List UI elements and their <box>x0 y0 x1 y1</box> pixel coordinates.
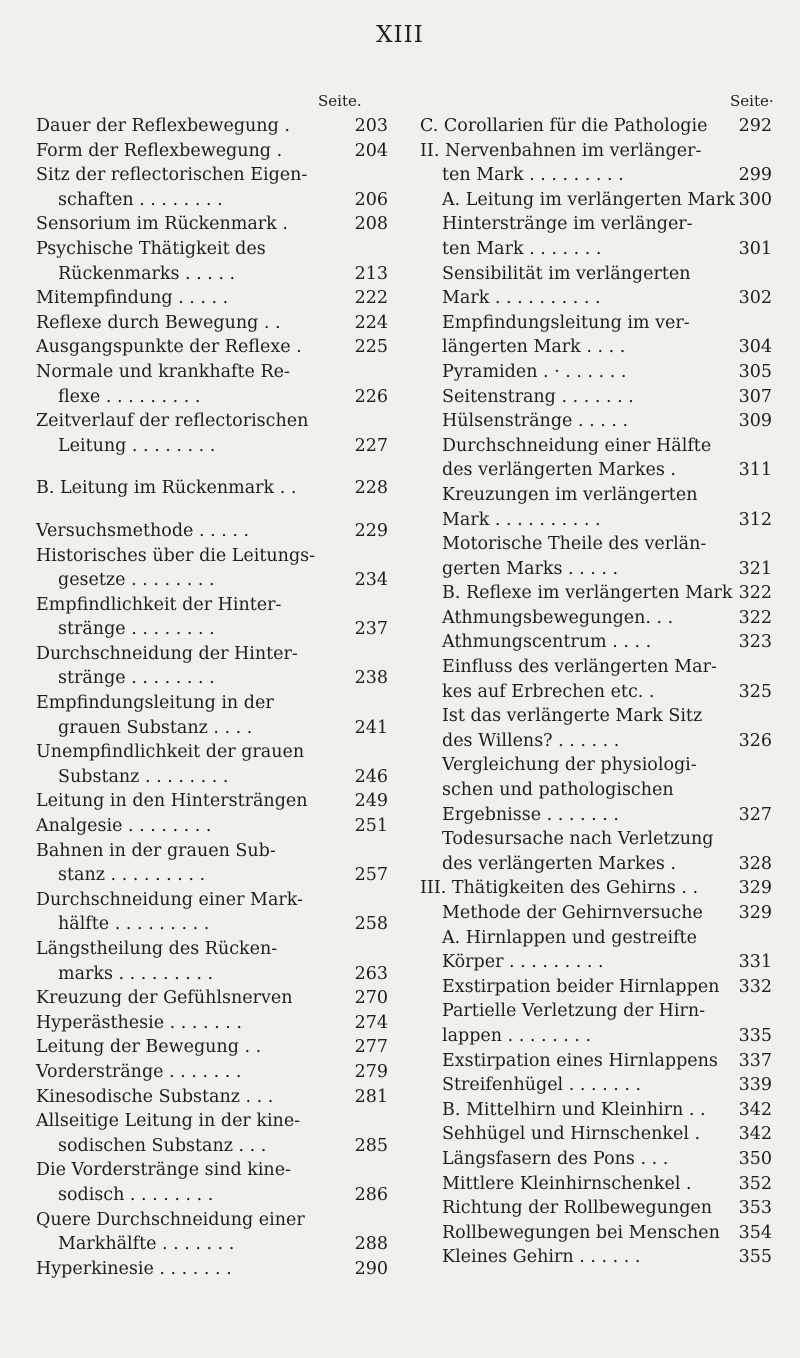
toc-entry-title: Durchschneidung einer Mark- <box>36 889 303 910</box>
toc-entry <box>36 360 388 385</box>
toc-entry <box>36 335 388 360</box>
toc-entry-page: 335 <box>738 1025 772 1046</box>
toc-entry-page: 208 <box>354 214 388 235</box>
toc-entry <box>420 212 772 237</box>
toc-entry-page: 309 <box>738 411 772 432</box>
toc-entry-title: Methode der Gehirnversuche <box>442 903 703 923</box>
toc-entry <box>36 863 388 888</box>
toc-entry-page: 226 <box>354 386 388 407</box>
toc-entry <box>36 962 388 987</box>
toc-entry-title: Mark . . . . . . . . . . <box>442 288 601 309</box>
toc-entry-title: Mitempfindung . . . . . <box>36 288 229 309</box>
toc-entry-page: 302 <box>738 288 772 309</box>
toc-entry-page: 258 <box>354 914 388 935</box>
toc-entry <box>36 912 388 937</box>
toc-entry-title: Empfindungsleitung im ver- <box>442 312 690 333</box>
toc-entry <box>36 1011 388 1036</box>
toc-entry <box>36 409 388 434</box>
toc-entry <box>36 519 388 544</box>
toc-entry-title: Rückenmarks . . . . . <box>58 263 236 284</box>
toc-entry-title: Streifenhügel . . . . . . . <box>442 1075 642 1096</box>
toc-entry-title: Kleines Gehirn . . . . . . <box>442 1247 641 1268</box>
toc-entry <box>36 139 388 164</box>
toc-entry-title: Partielle Verletzung der Hirn- <box>442 1001 706 1022</box>
toc-entry <box>36 476 388 501</box>
section-spacer <box>36 501 388 519</box>
toc-entry-title: sodischen Substanz . . . <box>58 1135 267 1156</box>
toc-entry-title: A. Leitung im verlängerten Mark <box>442 189 735 210</box>
toc-entry <box>36 1035 388 1060</box>
toc-entry-title: Normale und krankhafte Re- <box>36 361 290 382</box>
toc-entry-title: Dauer der Reflexbewegung . <box>36 116 290 136</box>
toc-entry <box>420 335 772 360</box>
toc-entry-page: 339 <box>738 1075 772 1096</box>
toc-entry <box>420 1221 772 1246</box>
toc-entry-page: 300 <box>738 189 772 210</box>
toc-entry-title: Durchschneidung einer Hälfte <box>442 435 712 456</box>
toc-entry-title: Unempfindlichkeit der grauen <box>36 742 305 763</box>
toc-entry-page: 329 <box>738 878 772 899</box>
toc-entry <box>420 114 772 139</box>
toc-entry <box>36 1085 388 1110</box>
toc-entry-page: 270 <box>354 988 388 1009</box>
toc-entry-title: gerten Marks . . . . . <box>442 558 619 579</box>
toc-entry <box>420 778 772 803</box>
toc-entry-page: 323 <box>738 632 772 653</box>
toc-entry <box>420 483 772 508</box>
toc-entry <box>420 606 772 631</box>
toc-entry <box>36 1060 388 1085</box>
toc-entry <box>36 986 388 1011</box>
toc-entry-page: 305 <box>738 361 772 382</box>
toc-entry <box>36 237 388 262</box>
toc-entry-title: sodisch . . . . . . . . <box>58 1184 214 1205</box>
toc-entry-page: 213 <box>354 263 388 284</box>
toc-entry <box>420 876 772 901</box>
toc-entry-title: marks . . . . . . . . . <box>58 963 214 984</box>
toc-entry-title: B. Leitung im Rückenmark . . <box>36 478 297 499</box>
toc-entry-page: 354 <box>738 1222 772 1243</box>
toc-entry <box>36 888 388 913</box>
toc-entry-page: 331 <box>738 952 772 973</box>
toc-entry-page: 342 <box>738 1099 772 1120</box>
toc-entry <box>420 188 772 213</box>
toc-entry-page: 251 <box>354 816 388 837</box>
toc-entry <box>420 557 772 582</box>
toc-entry <box>420 286 772 311</box>
toc-entry <box>36 1232 388 1257</box>
toc-entry <box>36 311 388 336</box>
toc-right-column <box>420 114 772 1270</box>
toc-entry-title: Ergebnisse . . . . . . . <box>442 804 619 825</box>
toc-entry-title: Allseitige Leitung in der kine- <box>36 1111 301 1132</box>
toc-entry-title: Athmungsbewegungen. . . <box>442 607 674 628</box>
toc-entry-page: 234 <box>354 570 388 591</box>
toc-entry-title: Sitz der reflectorischen Eigen- <box>36 165 308 186</box>
toc-entry-title: Versuchsmethode . . . . . <box>36 520 250 541</box>
toc-entry-title: Empfindlichkeit der Hinter- <box>36 594 282 615</box>
toc-entry-title: Sensorium im Rückenmark . <box>36 214 288 235</box>
toc-entry-title: Rollbewegungen bei Menschen <box>442 1222 720 1243</box>
toc-entry-page: 279 <box>354 1061 388 1082</box>
toc-entry <box>420 950 772 975</box>
toc-entry-page: 224 <box>354 312 388 333</box>
toc-entry-page: 288 <box>354 1234 388 1255</box>
toc-entry-title: Exstirpation eines Hirnlappens <box>442 1050 718 1071</box>
toc-entry-title: Vorderstränge . . . . . . . <box>36 1061 242 1082</box>
toc-entry-title: stränge . . . . . . . . <box>58 668 215 689</box>
toc-entry-title: Sensibilität im verlängerten <box>442 263 691 284</box>
toc-entry-page: 277 <box>354 1037 388 1058</box>
toc-entry-title: Hinterstränge im verlänger- <box>442 214 693 235</box>
toc-entry-title: Motorische Theile des verlän- <box>442 534 707 555</box>
toc-entry <box>36 617 388 642</box>
toc-entry-title: des verlängerten Markes . <box>442 460 676 481</box>
toc-entry-title: Quere Durchschneidung einer <box>36 1209 305 1230</box>
toc-entry-page: 292 <box>738 116 772 136</box>
toc-entry <box>420 385 772 410</box>
toc-entry <box>36 839 388 864</box>
toc-entry-title: Reflexe durch Bewegung . . <box>36 312 281 333</box>
toc-entry <box>36 1134 388 1159</box>
toc-entry-title: Historisches über die Leitungs- <box>36 545 316 566</box>
toc-entry-title: Hyperkinesie . . . . . . . <box>36 1258 232 1279</box>
toc-entry <box>36 1158 388 1183</box>
toc-entry-title: Exstirpation beider Hirnlappen <box>442 976 720 997</box>
toc-entry <box>420 704 772 729</box>
toc-entry <box>36 114 388 139</box>
toc-entry <box>36 1257 388 1282</box>
toc-entry-page: 249 <box>354 791 388 812</box>
page-number: XIII <box>376 22 424 48</box>
toc-entry <box>420 729 772 754</box>
toc-entry-page: 286 <box>354 1184 388 1205</box>
toc-entry <box>36 212 388 237</box>
toc-entry-title: des verlängerten Markes . <box>442 853 676 874</box>
toc-entry-page: 322 <box>738 607 772 628</box>
toc-entry-title: Ausgangspunkte der Reflexe . <box>36 337 302 358</box>
toc-entry-title: Psychische Thätigkeit des <box>36 238 266 259</box>
toc-entry-title: grauen Substanz . . . . <box>58 717 253 738</box>
toc-entry <box>36 937 388 962</box>
toc-entry-title: Leitung . . . . . . . . <box>58 435 216 456</box>
toc-entry-page: 206 <box>354 189 388 210</box>
toc-entry-page: 246 <box>354 766 388 787</box>
toc-entry-title: Die Vorderstränge sind kine- <box>36 1160 291 1181</box>
toc-entry-page: 355 <box>738 1247 772 1268</box>
toc-entry-page: 237 <box>354 619 388 640</box>
toc-entry-page: 325 <box>738 681 772 702</box>
toc-entry-title: Substanz . . . . . . . . <box>58 766 229 787</box>
toc-entry <box>36 1208 388 1233</box>
toc-entry-page: 263 <box>354 963 388 984</box>
toc-entry <box>420 1122 772 1147</box>
toc-entry <box>420 458 772 483</box>
toc-entry <box>36 385 388 410</box>
toc-entry-title: Pyramiden . · . . . . . . <box>442 361 627 382</box>
toc-entry <box>36 789 388 814</box>
toc-entry <box>36 666 388 691</box>
toc-entry <box>420 1024 772 1049</box>
toc-entry-page: 203 <box>354 116 388 136</box>
toc-entry <box>420 139 772 164</box>
toc-entry-title: Seitenstrang . . . . . . . <box>442 386 634 407</box>
toc-entry-title: stränge . . . . . . . . <box>58 619 215 640</box>
toc-entry <box>420 409 772 434</box>
section-spacer <box>36 458 388 476</box>
toc-entry <box>420 630 772 655</box>
toc-entry-page: 222 <box>354 288 388 309</box>
toc-entry-title: Zeitverlauf der reflectorischen <box>36 411 309 432</box>
toc-entry-title: C. Corollarien für die Pathologie <box>420 116 708 136</box>
toc-entry <box>420 1073 772 1098</box>
toc-entry-page: 285 <box>354 1135 388 1156</box>
toc-entry-page: 225 <box>354 337 388 358</box>
toc-entry-title: Bahnen in der grauen Sub- <box>36 840 276 861</box>
toc-entry <box>36 1183 388 1208</box>
toc-entry-title: Form der Reflexbewegung . <box>36 140 283 161</box>
toc-entry-title: III. Thätigkeiten des Gehirns . . <box>420 878 699 899</box>
toc-entry-page: 304 <box>738 337 772 358</box>
toc-entry <box>36 593 388 618</box>
toc-entry-title: flexe . . . . . . . . . <box>58 386 201 407</box>
toc-entry-page: 238 <box>354 668 388 689</box>
toc-entry-title: A. Hirnlappen und gestreifte <box>442 927 697 948</box>
toc-entry-title: ten Mark . . . . . . . <box>442 238 602 259</box>
toc-entry <box>420 434 772 459</box>
toc-entry-title: Kinesodische Substanz . . . <box>36 1086 274 1107</box>
toc-entry-page: 332 <box>738 976 772 997</box>
seite-label-right: Seite· <box>730 92 774 110</box>
toc-entry <box>420 926 772 951</box>
toc-entry-page: 299 <box>738 165 772 186</box>
toc-entry <box>36 163 388 188</box>
toc-entry <box>420 803 772 828</box>
toc-entry-page: 281 <box>354 1086 388 1107</box>
toc-entry <box>36 765 388 790</box>
toc-entry-page: 327 <box>738 804 772 825</box>
toc-entry-title: Sehhügel und Hirnschenkel . <box>442 1124 701 1145</box>
toc-entry-title: Richtung der Rollbewegungen <box>442 1198 713 1219</box>
toc-entry <box>420 1098 772 1123</box>
toc-entry-page: 328 <box>738 853 772 874</box>
toc-entry <box>420 508 772 533</box>
toc-entry-title: Ist das verlängerte Mark Sitz <box>442 706 703 727</box>
toc-entry <box>420 901 772 926</box>
toc-entry-title: lappen . . . . . . . . <box>442 1025 592 1046</box>
toc-entry-title: Körper . . . . . . . . . <box>442 952 604 973</box>
toc-entry-title: gesetze . . . . . . . . <box>58 570 215 591</box>
toc-entry-title: Hyperästhesie . . . . . . . <box>36 1012 242 1033</box>
toc-entry-page: 326 <box>738 730 772 751</box>
toc-entry <box>36 642 388 667</box>
toc-entry <box>36 188 388 213</box>
toc-entry-page: 342 <box>738 1124 772 1145</box>
toc-entry-page: 322 <box>738 583 772 604</box>
toc-entry <box>420 999 772 1024</box>
toc-entry <box>420 852 772 877</box>
toc-entry <box>420 1147 772 1172</box>
toc-entry <box>36 262 388 287</box>
toc-entry <box>420 262 772 287</box>
toc-entry-page: 227 <box>354 435 388 456</box>
toc-entry <box>420 163 772 188</box>
toc-entry <box>420 1245 772 1270</box>
toc-entry <box>36 286 388 311</box>
toc-entry-page: 352 <box>738 1173 772 1194</box>
toc-entry-page: 321 <box>738 558 772 579</box>
toc-entry-page: 204 <box>354 140 388 161</box>
toc-entry <box>36 434 388 459</box>
toc-entry <box>420 827 772 852</box>
toc-entry <box>420 975 772 1000</box>
toc-entry-page: 257 <box>354 865 388 886</box>
toc-entry-page: 311 <box>738 460 772 481</box>
toc-entry <box>36 740 388 765</box>
toc-entry <box>420 237 772 262</box>
toc-entry-title: schen und pathologischen <box>442 780 674 801</box>
toc-entry-page: 274 <box>354 1012 388 1033</box>
toc-entry-page: 307 <box>738 386 772 407</box>
toc-entry-title: Längsfasern des Pons . . . <box>442 1148 669 1169</box>
toc-entry <box>420 680 772 705</box>
toc-entry-page: 229 <box>354 520 388 541</box>
toc-entry-title: kes auf Erbrechen etc. . <box>442 681 655 702</box>
toc-entry-title: Mittlere Kleinhirnschenkel . <box>442 1173 692 1194</box>
toc-entry-title: B. Reflexe im verlängerten Mark <box>442 583 733 604</box>
toc-left-column <box>36 114 388 1281</box>
toc-entry-title: Einfluss des verlängerten Mar- <box>442 657 717 678</box>
toc-entry-title: Durchschneidung der Hinter- <box>36 643 298 664</box>
toc-entry <box>36 814 388 839</box>
toc-entry-title: Empfindungsleitung in der <box>36 693 274 714</box>
toc-entry <box>36 568 388 593</box>
toc-entry-page: 337 <box>738 1050 772 1071</box>
toc-entry <box>420 311 772 336</box>
toc-entry <box>420 581 772 606</box>
toc-entry-page: 290 <box>354 1258 388 1279</box>
toc-entry-title: Vergleichung der physiologi- <box>442 755 697 776</box>
toc-entry-title: Leitung der Bewegung . . <box>36 1037 262 1058</box>
toc-entry <box>36 544 388 569</box>
toc-entry-title: B. Mittelhirn und Kleinhirn . . <box>442 1099 706 1120</box>
toc-entry-page: 312 <box>738 509 772 530</box>
toc-entry <box>420 655 772 680</box>
toc-entry-title: Hülsenstränge . . . . . <box>442 411 629 432</box>
toc-entry-title: II. Nervenbahnen im verlänger- <box>420 140 702 161</box>
toc-entry-page: 350 <box>738 1148 772 1169</box>
toc-entry-title: Markhälfte . . . . . . . <box>58 1234 235 1255</box>
toc-entry <box>36 691 388 716</box>
toc-entry-page: 329 <box>738 903 772 923</box>
toc-entry-title: Kreuzungen im verlängerten <box>442 484 698 505</box>
toc-entry-title: hälfte . . . . . . . . . <box>58 914 210 935</box>
toc-entry-page: 353 <box>738 1198 772 1219</box>
toc-entry-title: Todesursache nach Verletzung <box>442 829 714 850</box>
toc-entry-title: Leitung in den Hintersträngen <box>36 791 308 812</box>
toc-entry-title: des Willens? . . . . . . <box>442 730 620 751</box>
seite-label-left: Seite. <box>318 92 362 110</box>
toc-entry <box>420 1172 772 1197</box>
toc-entry <box>36 716 388 741</box>
toc-entry <box>420 532 772 557</box>
toc-entry <box>420 1049 772 1074</box>
toc-entry-title: stanz . . . . . . . . . <box>58 865 206 886</box>
toc-entry <box>36 1109 388 1134</box>
toc-entry-title: längerten Mark . . . . <box>442 337 626 358</box>
toc-entry-title: Längstheilung des Rücken- <box>36 939 278 959</box>
toc-entry-title: ten Mark . . . . . . . . . <box>442 165 624 186</box>
toc-entry-title: schaften . . . . . . . . <box>58 189 223 210</box>
toc-entry-title: Mark . . . . . . . . . . <box>442 509 601 530</box>
toc-entry-title: Analgesie . . . . . . . . <box>36 816 212 837</box>
toc-entry-page: 228 <box>354 478 388 499</box>
toc-entry <box>420 753 772 778</box>
toc-entry-page: 301 <box>738 238 772 259</box>
toc-entry-page: 241 <box>354 717 388 738</box>
toc-entry-title: Kreuzung der Gefühlsnerven <box>36 988 293 1009</box>
toc-entry <box>420 1196 772 1221</box>
toc-entry <box>420 360 772 385</box>
toc-entry-title: Athmungscentrum . . . . <box>442 632 652 653</box>
